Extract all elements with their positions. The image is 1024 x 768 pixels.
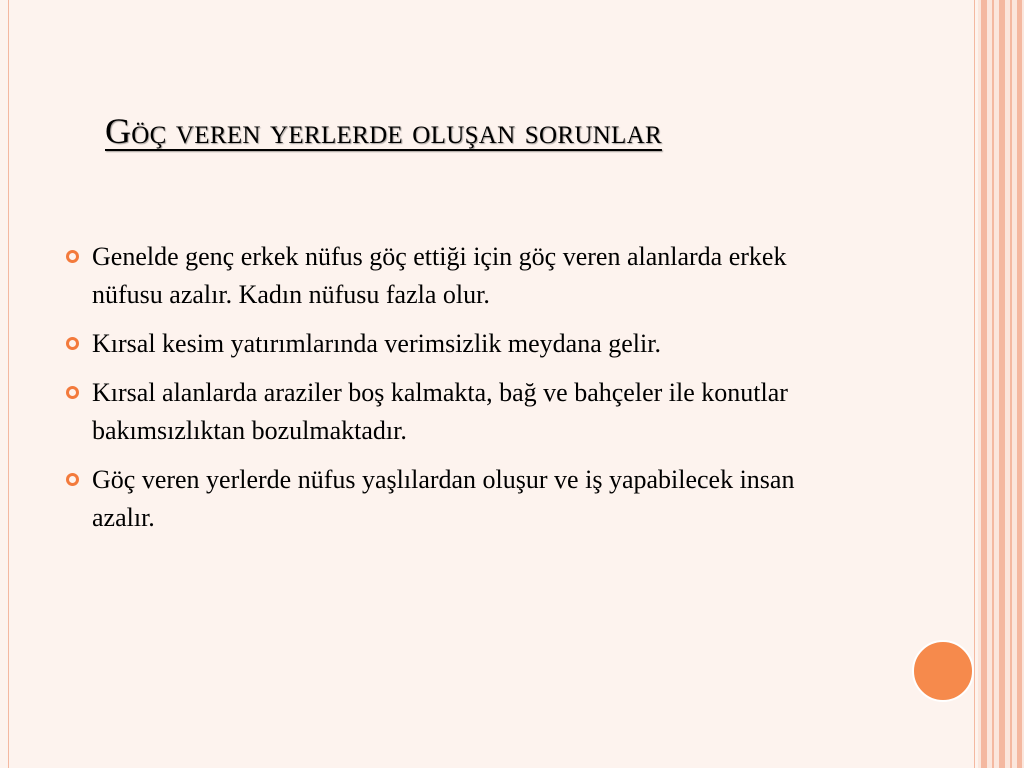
bullet-circle-icon [66, 473, 79, 486]
right-stripes [978, 0, 1024, 768]
slide-title: Göç veren yerlerde oluşan sorunlar [105, 111, 662, 151]
bullet-text: Göç veren yerlerde nüfus yaşlılardan oluşur ve iş yapabilecek insan azalır. [92, 465, 795, 532]
bullet-text: Kırsal kesim yatırımlarında verimsizlik meydana gelir. [92, 329, 661, 358]
bullet-text: Kırsal alanlarda araziler boş kalmakta, bağ ve bahçeler ile konutlar bakımsızlıktan bozulmaktadır. [92, 378, 788, 445]
bullet-item [64, 325, 854, 363]
decorative-circle-icon [912, 640, 974, 702]
bullet-item [64, 374, 854, 450]
bullet-text: Genelde genç erkek nüfus göç ettiği için göç veren alanlarda erkek nüfusu azalır. Kadın nüfusu fazla olur. [92, 242, 787, 309]
bullet-circle-icon [66, 337, 79, 350]
bullet-item [64, 238, 854, 314]
stripe [992, 0, 994, 768]
stripe [1010, 0, 1012, 768]
bullet-item [64, 461, 854, 537]
stripe [1017, 0, 1022, 768]
bullet-circle-icon [66, 386, 79, 399]
bullet-list [64, 238, 854, 548]
stripe [999, 0, 1005, 768]
stripe [981, 0, 987, 768]
bullet-circle-icon [66, 250, 79, 263]
